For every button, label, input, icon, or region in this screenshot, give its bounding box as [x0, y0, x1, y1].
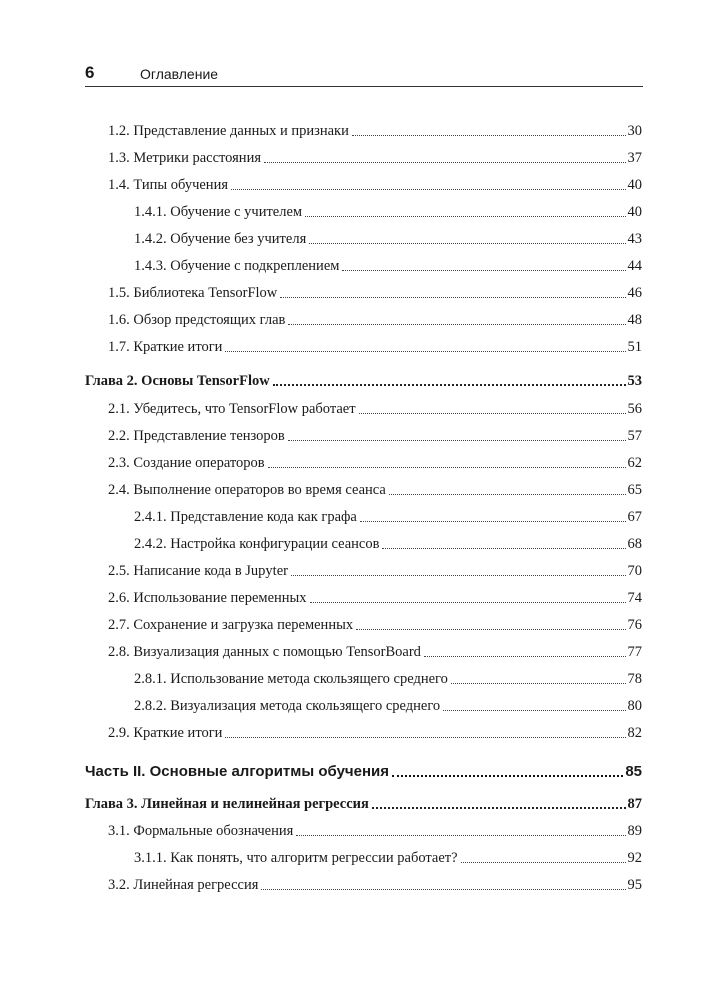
toc-entry: [108, 280, 642, 302]
toc-entry: [108, 118, 642, 140]
toc-leader: [288, 324, 625, 325]
toc-entry-title: Часть II. Основные алгоритмы обучения: [85, 763, 390, 780]
toc-entry-page: 82: [627, 725, 642, 741]
toc-leader: [372, 807, 626, 809]
toc-entry-title: 1.7. Краткие итоги: [108, 339, 223, 355]
toc-entry-page: 92: [627, 850, 642, 866]
toc-leader: [356, 629, 625, 630]
toc-entry-title: 2.1. Убедитесь, что TensorFlow работает: [108, 401, 356, 417]
toc-entry: [134, 845, 642, 867]
toc-entry-title: Глава 2. Основы TensorFlow: [85, 373, 270, 389]
toc-entry: [134, 253, 642, 275]
toc-leader: [268, 467, 626, 468]
toc-leader: [310, 602, 626, 603]
toc-entry-title: 1.4. Типы обучения: [108, 177, 229, 193]
toc-entry-page: 80: [627, 698, 642, 714]
running-title: Оглавление: [140, 66, 219, 82]
toc-leader: [264, 162, 625, 163]
toc-entry-title: 2.4. Выполнение операторов во время сеанса: [108, 482, 386, 498]
toc-entry: [134, 504, 642, 526]
toc-entry: [108, 612, 642, 634]
toc-leader: [342, 270, 625, 271]
toc-entry-page: 43: [627, 231, 642, 247]
toc-entry-page: 77: [627, 644, 642, 660]
toc-entry-page: 70: [627, 563, 642, 579]
toc-entry-page: 78: [627, 671, 642, 687]
toc-entry-page: 62: [627, 455, 642, 471]
toc-entry-title: 1.5. Библиотека TensorFlow: [108, 285, 278, 301]
toc-leader: [231, 189, 625, 190]
toc-entry: [108, 477, 642, 499]
toc-leader: [225, 737, 625, 738]
toc-entry-page: 67: [627, 509, 642, 525]
toc-entry-page: 74: [627, 590, 642, 606]
toc-entry-title: 2.6. Использование переменных: [108, 590, 307, 606]
toc-entry: [108, 818, 642, 840]
toc-entry-title: 2.2. Представление тензоров: [108, 428, 285, 444]
toc-entry: [108, 307, 642, 329]
toc-entry: [108, 423, 642, 445]
toc-entry: [134, 226, 642, 248]
toc-entry: [108, 639, 642, 661]
toc-entry: [108, 558, 642, 580]
toc-entry: [134, 666, 642, 688]
toc-leader: [359, 413, 626, 414]
toc-entry: [85, 368, 642, 390]
toc-entry: [108, 720, 642, 742]
toc-entry-page: 48: [627, 312, 642, 328]
toc-leader: [291, 575, 626, 576]
toc-entry-page: 37: [627, 150, 642, 166]
toc-entry-title: 1.2. Представление данных и признаки: [108, 123, 349, 139]
toc-leader: [288, 440, 626, 441]
toc-entry-title: 2.8.1. Использование метода скользящего среднего: [134, 671, 448, 687]
toc-leader: [392, 775, 623, 777]
toc-entry: [108, 145, 642, 167]
toc-entry-page: 51: [627, 339, 642, 355]
toc-entry-title: 2.8.2. Визуализация метода скользящего среднего: [134, 698, 441, 714]
toc-leader: [443, 710, 625, 711]
toc-entry-title: 1.3. Метрики расстояния: [108, 150, 262, 166]
toc-entry-page: 53: [627, 373, 642, 389]
toc-leader: [461, 862, 626, 863]
toc-entry-title: 1.4.3. Обучение с подкреплением: [134, 258, 340, 274]
toc-leader: [280, 297, 625, 298]
toc-entry-title: 2.5. Написание кода в Jupyter: [108, 563, 288, 579]
toc-entry-title: 2.3. Создание операторов: [108, 455, 265, 471]
toc-entry: [85, 791, 642, 813]
page-number: 6: [85, 63, 95, 82]
toc-entry-title: 1.4.2. Обучение без учителя: [134, 231, 307, 247]
toc-leader: [352, 135, 626, 136]
toc-entry-title: 3.2. Линейная регрессия: [108, 877, 259, 893]
toc-entry-title: 1.4.1. Обучение с учителем: [134, 204, 303, 220]
toc-entry-page: 44: [627, 258, 642, 274]
toc-entry-title: 3.1.1. Как понять, что алгоритм регрессии работает?: [134, 850, 458, 866]
toc-entry: [134, 199, 642, 221]
toc-entry-page: 95: [627, 877, 642, 893]
toc-leader: [382, 548, 625, 549]
toc-entry-page: 89: [627, 823, 642, 839]
toc-leader: [305, 216, 625, 217]
toc-entry-page: 76: [627, 617, 642, 633]
toc-entry-title: Глава 3. Линейная и нелинейная регрессия: [85, 796, 369, 812]
toc-entry: [108, 585, 642, 607]
toc-entry-title: 3.1. Формальные обозначения: [108, 823, 294, 839]
toc-leader: [225, 351, 625, 352]
toc-leader: [424, 656, 626, 657]
toc-entry: [134, 693, 642, 715]
toc-entry-page: 40: [627, 177, 642, 193]
toc-entry-page: 30: [627, 123, 642, 139]
toc-entry: [108, 872, 642, 894]
toc-entry-page: 68: [627, 536, 642, 552]
toc-entry-page: 56: [627, 401, 642, 417]
toc-entry: [108, 450, 642, 472]
toc-leader: [360, 521, 626, 522]
toc-entry: [108, 396, 642, 418]
toc-entry-title: 2.7. Сохранение и загрузка переменных: [108, 617, 354, 633]
toc-leader: [309, 243, 625, 244]
toc-entry-page: 65: [627, 482, 642, 498]
toc-entry-title: 2.8. Визуализация данных с помощью TensorBoard: [108, 644, 421, 660]
toc-entry: [108, 172, 642, 194]
toc-entry-title: 2.9. Краткие итоги: [108, 725, 223, 741]
toc-leader: [273, 384, 626, 386]
toc-entry: [108, 334, 642, 356]
toc-entry-page: 46: [627, 285, 642, 301]
toc-entry-page: 87: [627, 796, 642, 812]
toc-entry-page: 85: [625, 763, 642, 780]
toc-entry-title: 1.6. Обзор предстоящих глав: [108, 312, 286, 328]
toc-entry-page: 40: [627, 204, 642, 220]
toc-entry: [134, 531, 642, 553]
toc-leader: [296, 835, 625, 836]
toc-leader: [451, 683, 626, 684]
toc-entry-title: 2.4.2. Настройка конфигурации сеансов: [134, 536, 380, 552]
toc-leader: [261, 889, 625, 890]
toc-entry-title: 2.4.1. Представление кода как графа: [134, 509, 357, 525]
toc-leader: [389, 494, 626, 495]
toc-entry-page: 57: [627, 428, 642, 444]
toc-entry: [85, 759, 642, 781]
